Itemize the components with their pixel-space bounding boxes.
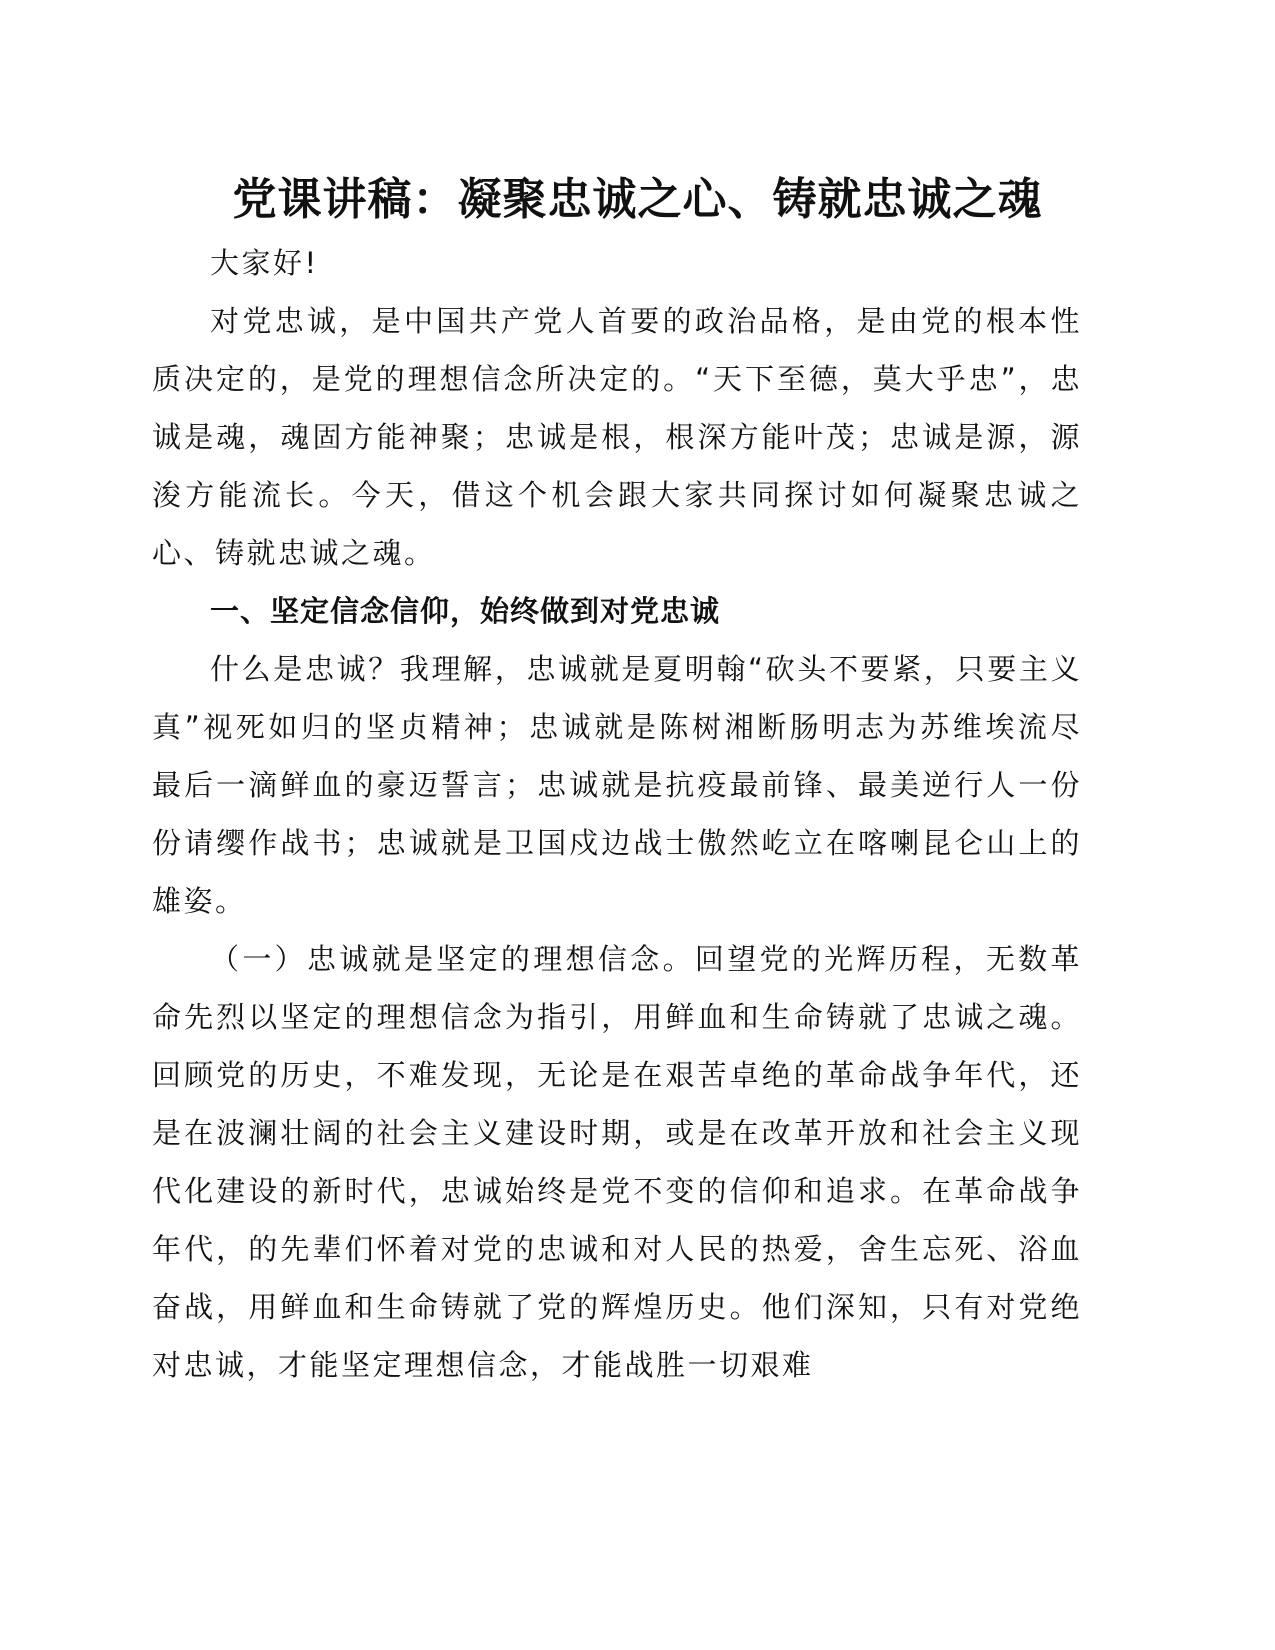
intro-paragraph: 对党忠诚，是中国共产党人首要的政治品格，是由党的根本性质决定的，是党的理想信念所决定的。“天下至德，莫大乎忠”，忠诚是魂，魂固方能神聚；忠诚是根，根深方能叶茂；忠诚是源，源浚方能流长。今天，借这个机会跟大家共同探讨如何凝聚忠诚之心、铸就忠诚之魂。 bbox=[152, 304, 1082, 570]
greeting-paragraph: 大家好! bbox=[210, 246, 319, 280]
section-heading: 一、坚定信念信仰，始终做到对党忠诚 bbox=[210, 594, 721, 628]
document-body bbox=[152, 234, 1082, 1394]
body-paragraph: （一）忠诚就是坚定的理想信念。回望党的光辉历程，无数革命先烈以坚定的理想信念为指引，用鲜血和生命铸就了忠诚之魂。回顾党的历史，不难发现，无论是在艰苦卓绝的革命战争年代，还是在波澜壮阔的社会主义建设时期，或是在改革开放和社会主义现代化建设的新时代，忠诚始终是党不变的信仰和追求。在革命战争年代，的先辈们怀着对党的忠诚和对人民的热爱，舍生忘死、浴血奋战，用鲜血和生命铸就了党的辉煌历史。他们深知，只有对党绝对忠诚，才能坚定理想信念，才能战胜一切艰难 bbox=[152, 942, 1082, 1382]
body-paragraph: 什么是忠诚？我理解，忠诚就是夏明翰“砍头不要紧，只要主义真”视死如归的坚贞精神；忠诚就是陈树湘断肠明志为苏维埃流尽最后一滴鲜血的豪迈誓言；忠诚就是抗疫最前锋、最美逆行人一份份请缨作战书；忠诚就是卫国戍边战士傲然屹立在喀喇昆仑山上的雄姿。 bbox=[152, 652, 1082, 918]
document-title: 党课讲稿：凝聚忠诚之心、铸就忠诚之魂 bbox=[232, 174, 1043, 225]
